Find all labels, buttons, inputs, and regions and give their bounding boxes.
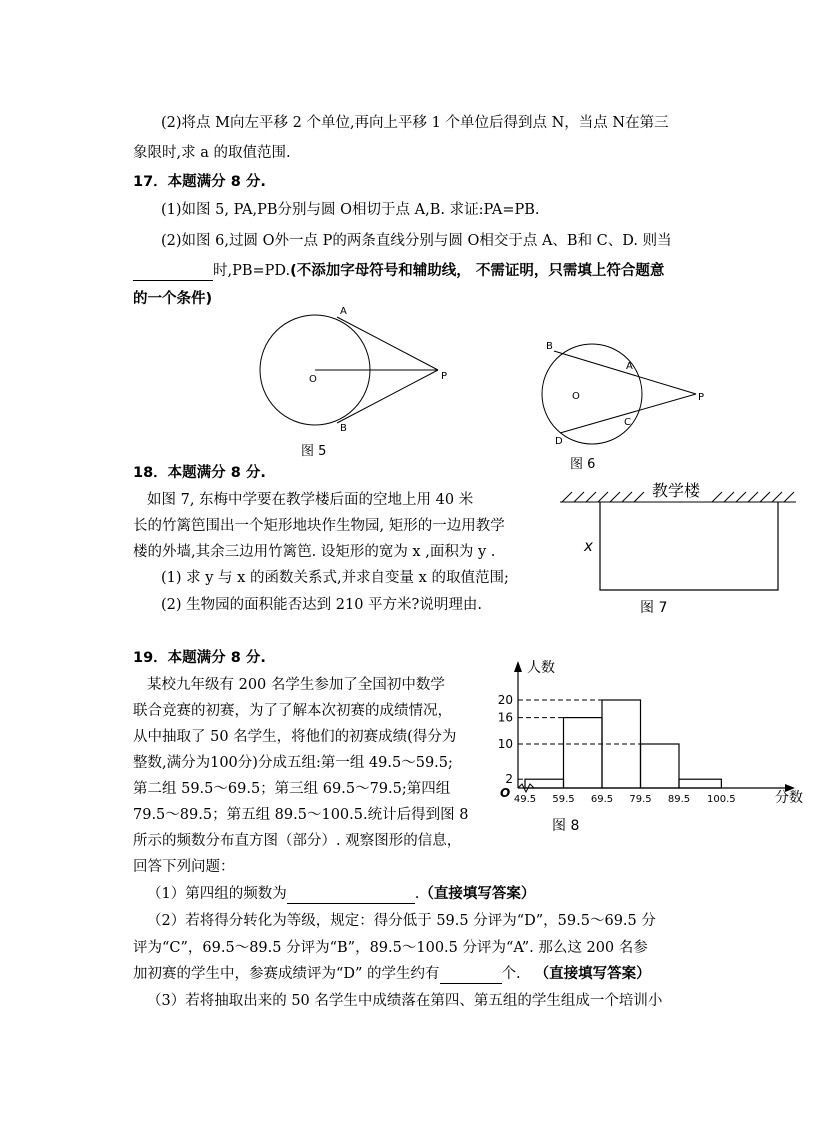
fig6-caption: 图 6: [570, 457, 596, 472]
q19-line6: 79.5～89.5；第五组 89.5～100.5.统计后得到图 8: [133, 807, 469, 823]
fig6-circle: [542, 344, 642, 444]
x-tick-label: 69.5: [590, 794, 614, 805]
q19-line8: 回答下列问题：: [133, 859, 235, 875]
q18-line3: 楼的外墙,其余三边用竹篱笆. 设矩形的宽为 x ,面积为 y .: [133, 544, 496, 560]
q18-header: 18．本题满分 8 分.: [133, 465, 266, 481]
origin-label: O: [500, 786, 511, 800]
fig5-label-o: O: [309, 374, 317, 385]
q19-sub2-line1: （2）若将得分转化为等级，规定：得分低于 59.5 分评为“D”，59.5～69.5 分: [147, 913, 656, 929]
x-tick-label: 79.5: [629, 794, 652, 805]
q19-header: 19．本题满分 8 分.: [133, 650, 266, 666]
q19-sub2-text: 加初赛的学生中，参赛成绩评为“D” 的学生约有: [133, 966, 440, 982]
y-tick-label: 10: [497, 737, 513, 751]
histogram-bar-5: [679, 779, 721, 788]
fig5-label-p: P: [441, 371, 448, 382]
q19-line5: 第二组 59.5～69.5；第三组 69.5～79.5;第四组: [133, 781, 451, 797]
fig6-label-c: C: [624, 417, 631, 428]
q16-part2-line1: (2)将点 M向左平移 2 个单位,再向上平移 1 个单位后得到点 N，当点 N在第三: [161, 115, 669, 131]
q19-sub2-unit: 个.: [501, 966, 521, 982]
histogram-bar-2: [564, 718, 603, 788]
fig8-caption: 图 8: [552, 818, 580, 834]
q19-sub1-note: （直接填写答案）: [419, 886, 536, 902]
q17-part2-line1: (2)如图 6,过圆 O外一点 P的两条直线分别与圆 O相交于点 A、B和 C、D. 则当: [161, 233, 672, 249]
q19-line7: 所示的频数分布直方图（部分）. 观察图形的信息，: [133, 833, 462, 849]
q19-sub2-line2: 评为“C”，69.5～89.5 分评为“B”，89.5～100.5 分评为“A”. 那么这 200 名参: [133, 940, 648, 956]
fig7-caption: 图 7: [640, 600, 668, 616]
q19-line2: 联合竞赛的初赛，为了了解本次初赛的成绩情况，: [133, 703, 452, 719]
figure-7: [548, 472, 808, 622]
fig7-building-label: 教学楼: [652, 481, 701, 500]
q19-sub2-line3: [133, 964, 651, 984]
q19-sub1-text: （1）第四组的频数为: [147, 886, 287, 902]
x-tick-label: 49.5: [513, 794, 537, 805]
histogram-bar-4: [641, 744, 680, 788]
y-axis-arrow: [514, 661, 522, 672]
fig7-rectangle: [600, 502, 778, 590]
fig5-label-b: B: [340, 423, 347, 434]
x-tick-label: 59.5: [552, 794, 575, 805]
q17-part2-condition: 时,PB=PD.: [213, 263, 291, 279]
q18-line1: 如图 7, 东梅中学要在教学楼后面的空地上用 40 米: [147, 492, 474, 508]
y-tick-label: 20: [497, 693, 513, 707]
q17-part2-line2: [133, 261, 664, 281]
figure-6: [540, 330, 720, 475]
fig5-tangent-pb: [337, 370, 438, 423]
q19-sub2-note: （直接填写答案）: [534, 966, 651, 982]
x-tick-label: 100.5: [707, 794, 736, 805]
q17-part2-line3: 的一个条件): [133, 291, 213, 307]
q19-sub1: [147, 884, 535, 904]
q19-sub3-line1: （3）若将抽取出来的 50 名学生中成绩落在第四、第五组的学生组成一个培训小: [147, 993, 663, 1009]
fig7-side-label: x: [584, 537, 593, 555]
q19-line3: 从中抽取了 50 名学生，将他们的初赛成绩(得分为: [133, 729, 457, 745]
q19-line1: 某校九年级有 200 名学生参加了全国初中数学: [147, 677, 445, 693]
fig6-label-a: A: [626, 361, 633, 372]
figure-8-histogram: [485, 650, 810, 840]
q18-line2: 长的竹篱笆围出一个矩形地块作生物园, 矩形的一边用教学: [133, 518, 505, 534]
q18-sub1: (1) 求 y 与 x 的函数关系式,并求自变量 x 的取值范围;: [161, 570, 509, 586]
fig6-label-p: P: [698, 392, 705, 403]
y-axis-label: 人数: [527, 660, 555, 676]
histogram-bar-1: [525, 779, 564, 788]
fig5-tangent-pa: [337, 317, 438, 370]
y-tick-label: 2: [505, 772, 513, 787]
q19-sub1-period: .: [414, 886, 420, 902]
q17-part1: (1)如图 5, PA,PB分别与圆 O相切于点 A,B. 求证:PA=PB.: [161, 202, 540, 218]
fig6-secant-pb: [554, 351, 696, 394]
q17-header: 17．本题满分 8 分.: [133, 174, 266, 190]
q19-line4: 整数,满分为100分)分成五组:第一组 49.5～59.5;: [133, 755, 453, 771]
figure-5: [255, 300, 455, 465]
q16-part2-line2: 象限时,求 a 的取值范围.: [133, 145, 291, 161]
fig5-label-a: A: [340, 306, 347, 317]
fig6-label-o: O: [572, 391, 580, 402]
q19-sub2-blank[interactable]: [440, 968, 502, 984]
q17-answer-blank[interactable]: [133, 265, 213, 281]
q19-sub1-blank[interactable]: [287, 888, 415, 904]
fig6-label-d: D: [555, 436, 563, 447]
fig6-label-b: B: [546, 341, 553, 352]
y-tick-label: 16: [497, 710, 513, 725]
fig5-caption: 图 5: [301, 444, 327, 459]
q17-part2-note: (不添加字母符号和辅助线， 不需证明，只需填上符合题意: [290, 263, 665, 279]
q18-sub2: (2) 生物园的面积能否达到 210 平方米?说明理由.: [161, 597, 482, 613]
x-tick-label: 89.5: [667, 794, 691, 805]
x-axis-label: 分数: [775, 790, 803, 806]
